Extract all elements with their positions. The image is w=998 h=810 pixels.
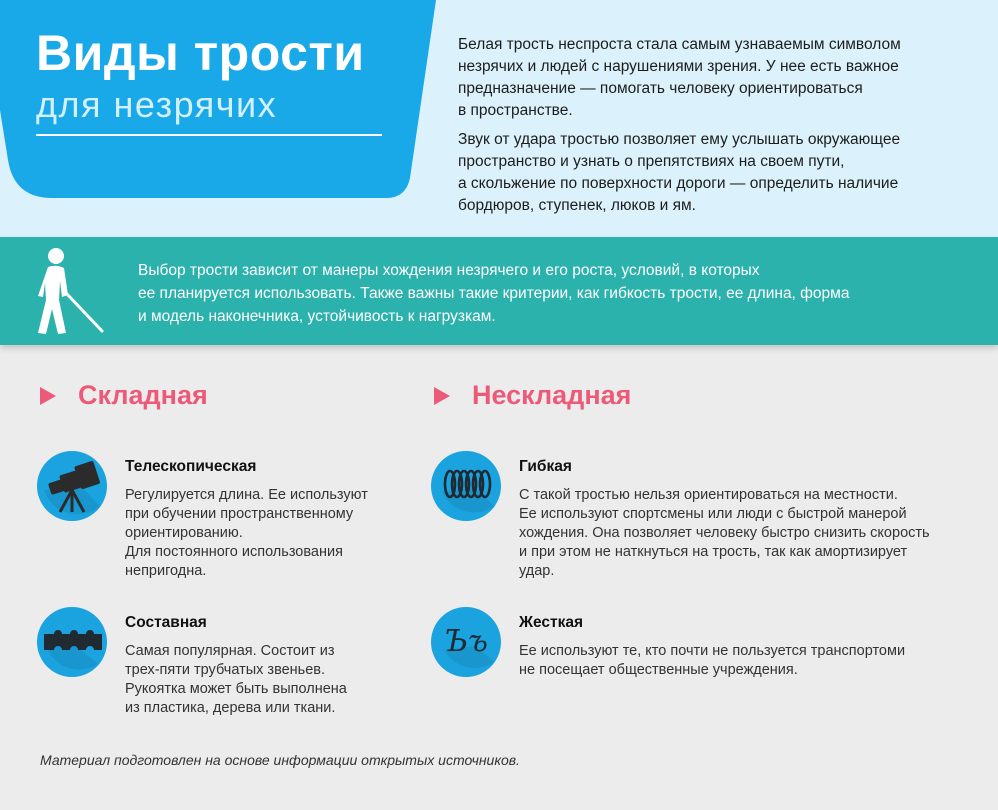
cane-type-description [519,642,905,680]
description-line: Ее используют спортсмены или люди с быстрой манерой [519,506,907,522]
description-line: из пластика, дерева или ткани. [125,700,336,716]
intro-line: а скольжение по поверхности дороги — определить наличие [458,175,899,192]
section-folding [40,380,208,411]
triangle-icon [434,387,450,405]
puzzle-icon [36,606,108,678]
description-line: Самая популярная. Состоит из [125,643,335,659]
description-line: Регулируется длина. Ее используют [125,487,368,503]
description-line: ориентированию. [125,525,243,541]
info-band [0,237,998,345]
section-heading: Нескладная [472,380,632,410]
intro-line: Звук от удара тростью позволяет ему услышать окружающее [458,131,901,148]
intro-line: незрячих и людей с нарушениями зрения. У нее есть важное [458,58,899,75]
description-line: Для постоянного использования [125,544,343,560]
cane-type-description [125,486,368,581]
telescope-icon [36,450,108,522]
intro-line: в пространстве. [458,102,573,119]
triangle-icon [40,387,56,405]
intro-line: пространство и узнать о препятствиях на своем пути, [458,153,845,170]
cane-type-title: Телескопическая [125,458,257,475]
description-line: Ее используют те, кто почти не пользуется транспортоми [519,643,906,659]
band-line: и модель наконечника, устойчивость к нагрузкам. [138,308,496,325]
hard-sign-glyph: Ъъ [444,624,488,659]
cane-type-description [519,486,930,581]
cane-type-flexible [430,450,980,590]
page-subtitle: для незрячих [36,84,278,125]
section-nonfolding [434,380,631,411]
cane-type-rigid [430,606,980,706]
footnote: Материал подготовлен на основе информации открытых источников. [40,752,520,768]
section-heading: Складная [78,380,208,410]
hard-sign-icon [430,606,502,678]
band-line: ее планируется использовать. Также важны такие критерии, как гибкость трости, ее длина, форма [138,285,850,302]
description-line: и при этом не наткнуться на трость, так как амортизирует [519,544,908,560]
band-text [138,259,978,328]
title-banner [0,0,440,200]
title-underline [36,134,382,136]
description-line: хождения. Она позволяет человеку быстро снизить скорость [519,525,930,541]
intro-line: предназначение — помогать человеку ориентироваться [458,80,863,97]
description-line: удар. [519,563,555,579]
description-line: при обучении пространственному [125,506,354,522]
spring-icon [430,450,502,522]
intro-paragraph-2 [458,129,978,217]
intro-line: Белая трость неспроста стала самым узнаваемым символом [458,36,901,53]
header [0,0,998,237]
description-line: С такой тростью нельзя ориентироваться на местности. [519,487,898,503]
intro-paragraph-1 [458,34,978,122]
description-line: Рукоятка может быть выполнена [125,681,347,697]
cane-type-composite [36,606,416,726]
cane-type-title: Гибкая [519,458,572,475]
description-line: непригодна. [125,563,207,579]
intro-text [458,34,978,224]
cane-type-title: Жесткая [519,614,584,631]
cane-type-telescopic [36,450,416,590]
blind-person-icon [30,245,110,337]
cane-type-description [125,642,347,718]
description-line: трех-пяти трубчатых звеньев. [125,662,326,678]
intro-line: бордюров, ступенек, люков и ям. [458,197,696,214]
cane-type-title: Составная [125,614,207,631]
description-line: не посещает общественные учреждения. [519,662,798,678]
band-line: Выбор трости зависит от манеры хождения незрячего и его роста, условий, в которых [138,262,760,279]
page-title: Виды трости [36,25,365,81]
